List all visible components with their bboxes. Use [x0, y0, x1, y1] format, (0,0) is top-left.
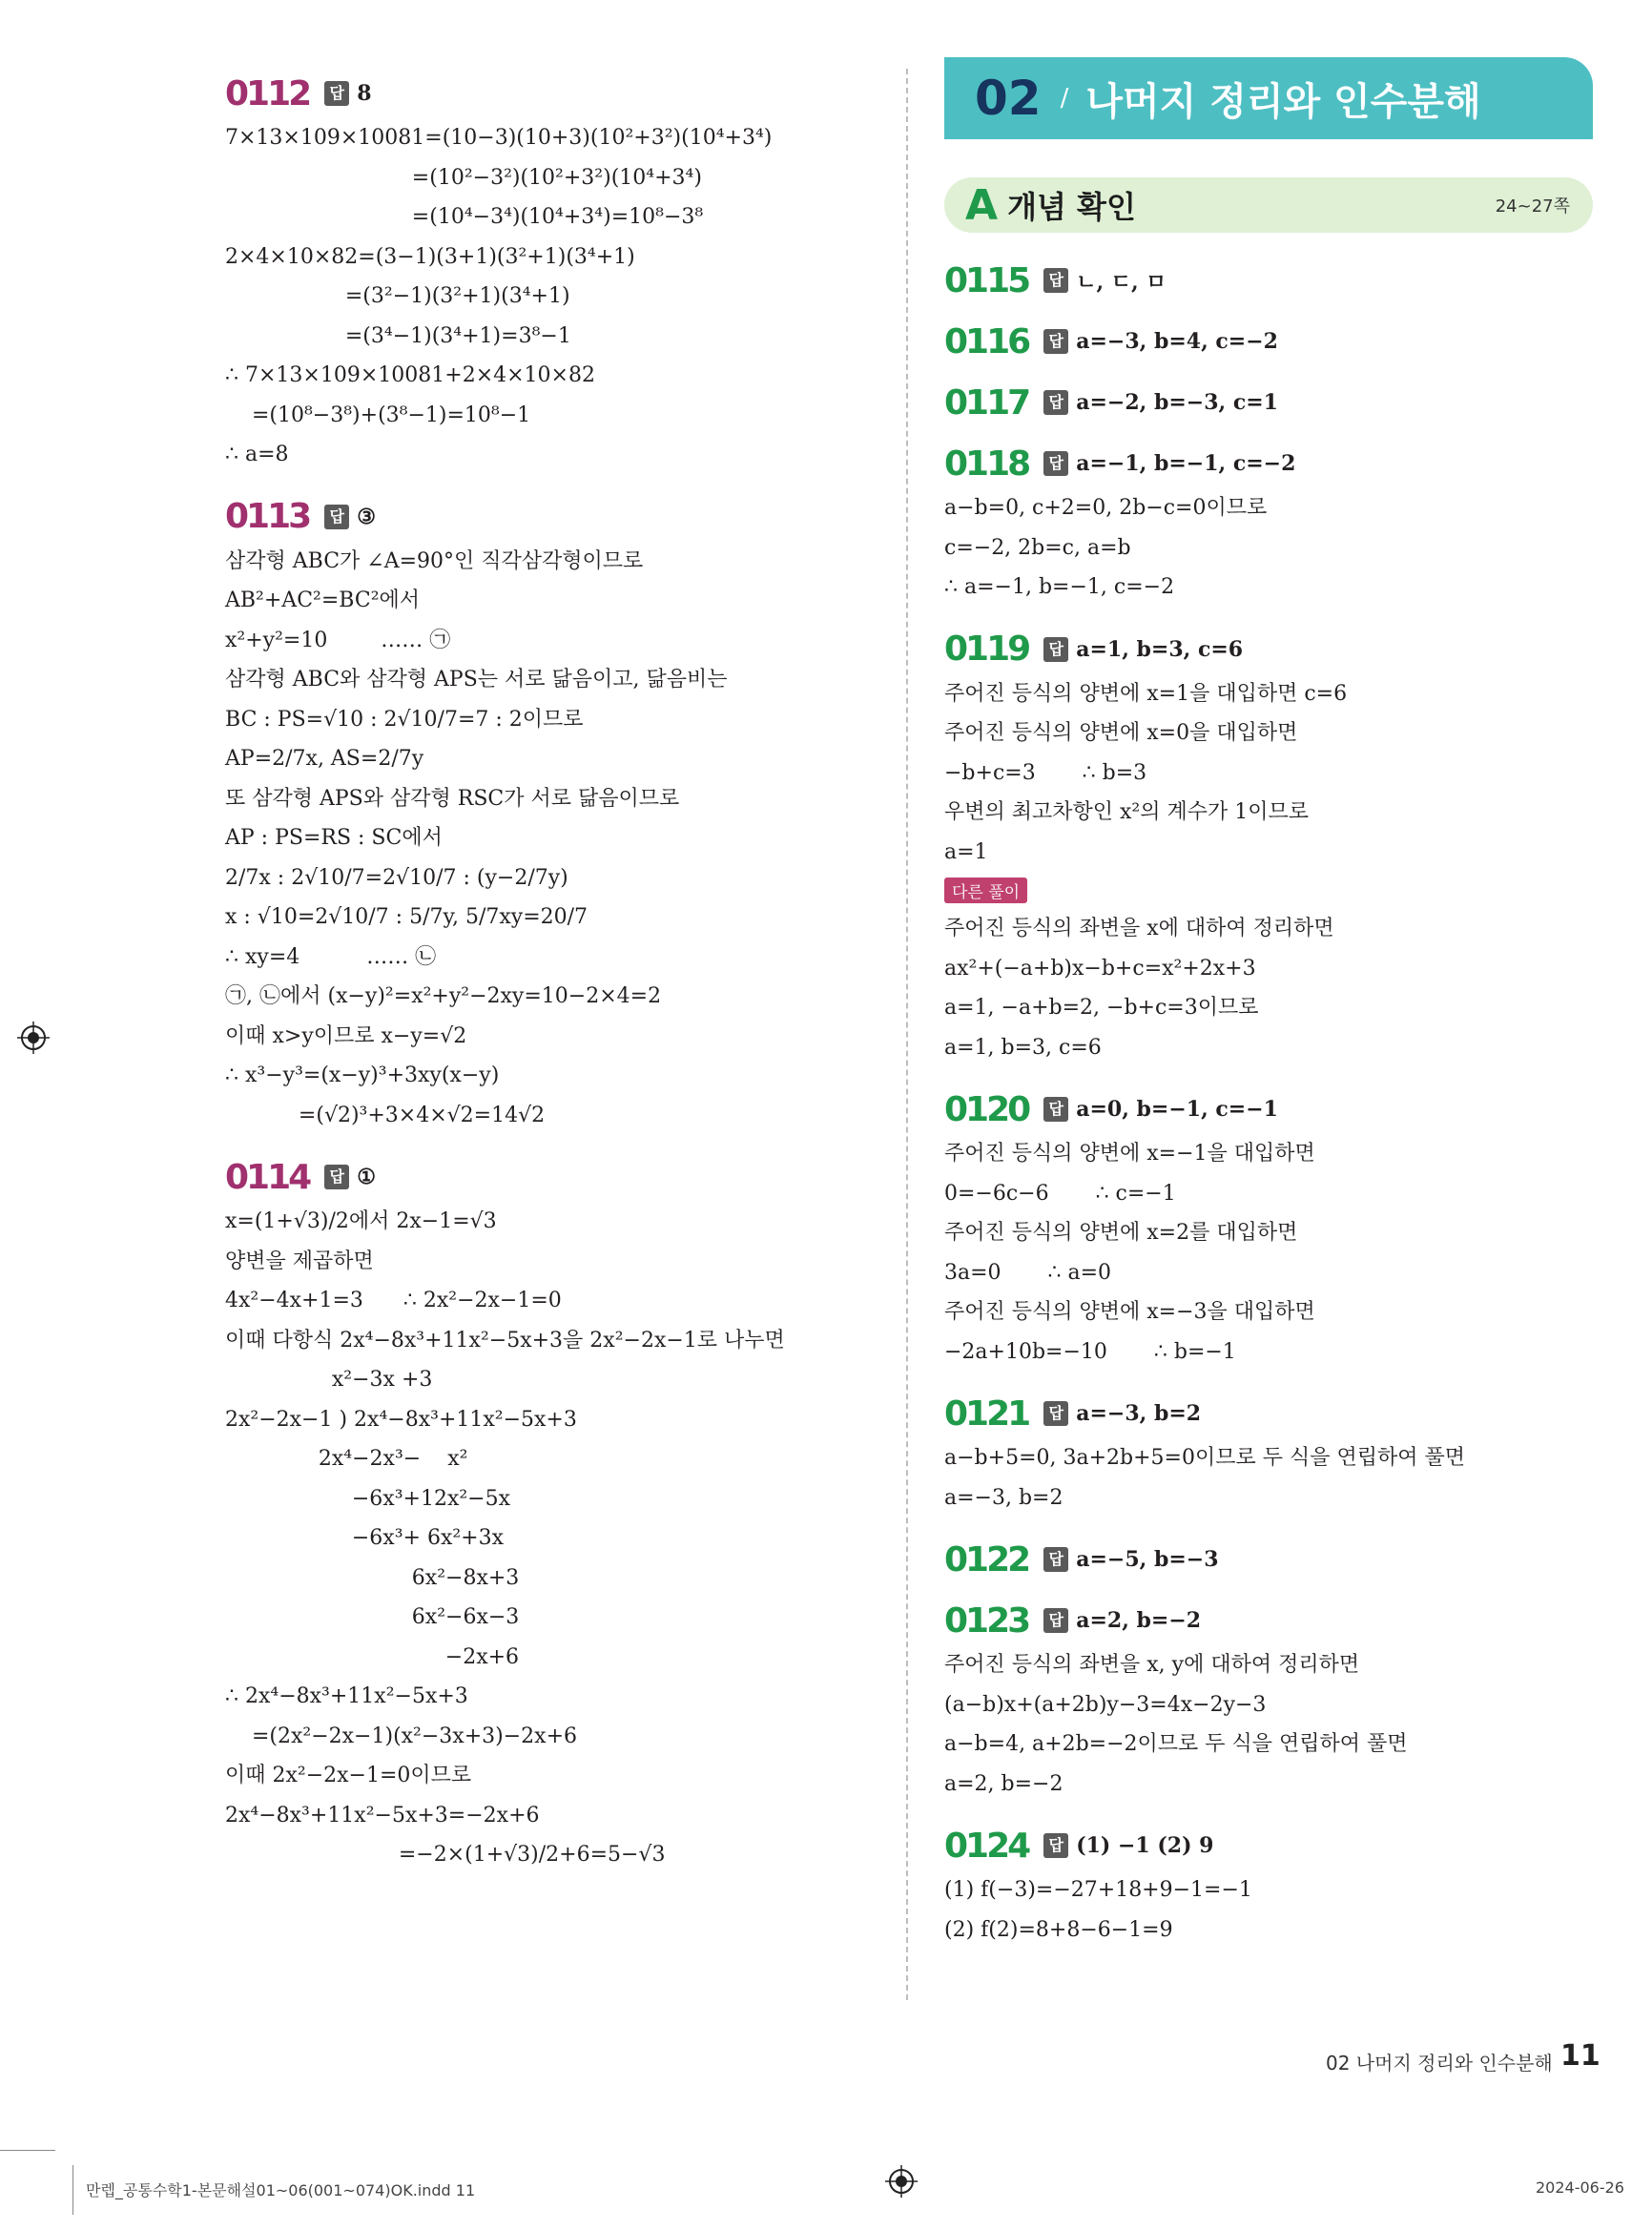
- answer: a=−1, b=−1, c=−2: [1076, 451, 1296, 476]
- alt-solution-line: a=1, b=3, c=6: [944, 1035, 1102, 1060]
- long-division-line: −2x+6: [225, 1644, 520, 1669]
- running-footer: 02 나머지 정리와 인수분해: [1326, 2052, 1553, 2075]
- answer-tag: 답: [324, 81, 349, 106]
- problem-number: 0123: [944, 1600, 1029, 1641]
- solution-line: AP=2/7x, AS=2/7y: [225, 747, 424, 771]
- solution-line: 7×13×109×10081=(10−3)(10+3)(10²+3²)(10⁴+3⁴): [225, 126, 773, 150]
- solution-line: ∴ x³−y³=(x−y)³+3xy(x−y): [225, 1063, 500, 1087]
- problem-0118: [944, 439, 1593, 608]
- solution-line: x=(1+√3)/2에서 2x−1=√3: [225, 1209, 497, 1233]
- solution-line: 우변의 최고차항인 x²의 계수가 1이므로: [944, 800, 1309, 824]
- answer-tag: 답: [1043, 1833, 1068, 1858]
- chapter-slash: /: [1060, 84, 1069, 113]
- solution-line: 주어진 등식의 양변에 x=1을 대입하면 c=6: [944, 681, 1348, 706]
- alt-solution-line: a=1, −a+b=2, −b+c=3이므로: [944, 996, 1259, 1020]
- solution-line: AB²+AC²=BC²에서: [225, 588, 421, 612]
- solution-line: 삼각형 ABC와 삼각형 APS는 서로 닮음이고, 닮음비는: [225, 668, 728, 692]
- answer-tag: 답: [1043, 390, 1068, 415]
- solution-line: 주어진 등식의 양변에 x=−1을 대입하면: [944, 1142, 1315, 1166]
- answer: (1) −1 (2) 9: [1076, 1833, 1214, 1858]
- solution-line: x : √10=2√10/7 : 5/7y, 5/7xy=20/7: [225, 905, 589, 929]
- solution-line: (1) f(−3)=−27+18+9−1=−1: [944, 1878, 1252, 1902]
- problem-0114: [225, 1152, 893, 1875]
- solution-line: 2x⁴−8x³+11x²−5x+3=−2x+6: [225, 1803, 540, 1827]
- alt-solution-line: 주어진 등식의 좌변을 x에 대하여 정리하면: [944, 917, 1334, 940]
- problem-0123: [944, 1596, 1593, 1804]
- answer: a=−3, b=4, c=−2: [1076, 329, 1278, 354]
- problem-number: 0121: [944, 1394, 1029, 1434]
- solution-line: =(3²−1)(3²+1)(3⁴+1): [225, 284, 570, 308]
- answer-tag: 답: [1043, 451, 1068, 476]
- right-column: [944, 57, 1593, 1967]
- problem-0116: [944, 317, 1593, 366]
- problem-number: 0122: [944, 1539, 1029, 1580]
- answer: ㄴ, ㄷ, ㅁ: [1076, 269, 1167, 295]
- solution-line: (a−b)x+(a+2b)y−3=4x−2y−3: [944, 1692, 1267, 1717]
- registration-mark-icon: [17, 1022, 50, 1054]
- section-title: 개념 확인: [1007, 189, 1136, 225]
- problem-0121: [944, 1389, 1593, 1518]
- solution-line: ㉠, ㉡에서 (x−y)²=x²+y²−2xy=10−2×4=2: [225, 984, 662, 1008]
- long-division-line: 6x²−6x−3: [225, 1605, 520, 1629]
- solution-line: a−b=4, a+2b=−2이므로 두 식을 연립하여 풀면: [944, 1732, 1408, 1756]
- problem-number: 0119: [944, 630, 1029, 669]
- problem-0119: [944, 625, 1593, 1068]
- solution-line: 또 삼각형 APS와 삼각형 RSC가 서로 닮음이므로: [225, 786, 680, 811]
- solution-line: =(3⁴−1)(3⁴+1)=3⁸−1: [225, 323, 571, 348]
- solution-line: ∴ a=8: [225, 443, 289, 466]
- solution-line: 삼각형 ABC가 ∠A=90°인 직각삼각형이므로: [225, 548, 644, 573]
- problem-number: 0120: [944, 1089, 1029, 1129]
- answer-tag: 답: [1043, 1547, 1068, 1572]
- problem-0113: [225, 492, 893, 1136]
- answer: a=−2, b=−3, c=1: [1076, 390, 1278, 415]
- slug-file: 만렙_공통수학1-본문해설01~06(001~074)OK.indd 11: [86, 2181, 476, 2199]
- problem-0120: [944, 1084, 1593, 1372]
- solution-line: a=2, b=−2: [944, 1771, 1063, 1796]
- solution-line: 2/7x : 2√10/7=2√10/7 : (y−2/7y): [225, 865, 568, 890]
- solution-line: =(2x²−2x−1)(x²−3x+3)−2x+6: [225, 1724, 577, 1748]
- long-division-line: 2x⁴−2x³− x²: [225, 1447, 468, 1471]
- problem-0124: [944, 1821, 1593, 1950]
- solution-line: =(√2)³+3×4×√2=14√2: [225, 1103, 546, 1127]
- answer: a=2, b=−2: [1076, 1608, 1202, 1633]
- answer-tag: 답: [324, 505, 349, 529]
- problem-number: 0116: [944, 321, 1029, 361]
- solution-line: 이때 다항식 2x⁴−8x³+11x²−5x+3을 2x²−2x−1로 나누면: [225, 1328, 785, 1352]
- alt-solution-badge: 다른 풀이: [944, 878, 1027, 903]
- solution-line: (2) f(2)=8+8−6−1=9: [944, 1917, 1173, 1942]
- long-division-line: 6x²−8x+3: [225, 1565, 520, 1590]
- solution-line: BC : PS=√10 : 2√10/7=7 : 2이므로: [225, 707, 584, 732]
- solution-line: 이때 x>y이므로 x−y=√2: [225, 1023, 467, 1048]
- alt-solution-line: ax²+(−a+b)x−b+c=x²+2x+3: [944, 956, 1256, 981]
- problem-number: 0112: [225, 73, 310, 114]
- answer-tag: 답: [1043, 329, 1068, 354]
- solution-line: −b+c=3 ∴ b=3: [944, 760, 1147, 785]
- chapter-banner: [944, 57, 1593, 139]
- solution-line: =(10⁸−3⁸)+(3⁸−1)=10⁸−1: [225, 403, 531, 427]
- section-letter: A: [965, 180, 999, 230]
- solution-line: =(10⁴−3⁴)(10⁴+3⁴)=10⁸−3⁸: [225, 205, 704, 229]
- answer: ①: [357, 1165, 376, 1189]
- solution-line: 2×4×10×82=(3−1)(3+1)(3²+1)(3⁴+1): [225, 244, 635, 269]
- section-banner: [944, 177, 1593, 233]
- slug-date: 2024-06-26: [1536, 2178, 1624, 2197]
- chapter-number: 02: [975, 71, 1042, 126]
- answer-tag: 답: [1043, 637, 1068, 662]
- column-divider: [906, 69, 908, 2000]
- solution-line: =−2×(1+√3)/2+6=5−√3: [225, 1843, 666, 1867]
- problem-0112: [225, 69, 893, 475]
- solution-line: x²+y²=10 …… ㉠: [225, 628, 451, 652]
- solution-line: 0=−6c−6 ∴ c=−1: [944, 1181, 1176, 1206]
- registration-mark-icon: [885, 2165, 918, 2198]
- solution-line: a=1: [944, 839, 988, 864]
- solution-line: 양변을 제곱하면: [225, 1249, 374, 1273]
- solution-line: a−b=0, c+2=0, 2b−c=0이므로: [944, 496, 1268, 520]
- solution-line: c=−2, 2b=c, a=b: [944, 535, 1131, 560]
- crop-mark: [0, 2150, 55, 2151]
- solution-line: 4x²−4x+1=3 ∴ 2x²−2x−1=0: [225, 1289, 562, 1312]
- answer: a=−3, b=2: [1076, 1401, 1202, 1426]
- problem-number: 0114: [225, 1157, 310, 1197]
- problem-number: 0113: [225, 497, 310, 536]
- answer: 8: [357, 81, 372, 106]
- solution-line: ∴ xy=4 …… ㉡: [225, 944, 437, 969]
- answer: a=1, b=3, c=6: [1076, 636, 1244, 662]
- problem-number: 0117: [944, 382, 1029, 423]
- solution-line: =(10²−3²)(10²+3²)(10⁴+3⁴): [225, 165, 702, 190]
- solution-line: 주어진 등식의 양변에 x=2를 대입하면: [944, 1221, 1298, 1245]
- answer-tag: 답: [1043, 1401, 1068, 1426]
- long-division-line: −6x³+ 6x²+3x: [225, 1526, 505, 1550]
- solution-line: ∴ 2x⁴−8x³+11x²−5x+3: [225, 1684, 468, 1708]
- answer-tag: 답: [1043, 1097, 1068, 1122]
- problem-0117: [944, 378, 1593, 427]
- solution-line: ∴ a=−1, b=−1, c=−2: [944, 575, 1175, 599]
- solution-line: −2a+10b=−10 ∴ b=−1: [944, 1339, 1236, 1364]
- long-division-line: x²−3x +3: [225, 1368, 433, 1392]
- left-column: [225, 57, 893, 1892]
- crop-mark: [72, 2165, 73, 2215]
- long-division-line: −6x³+12x²−5x: [225, 1486, 511, 1511]
- problem-0115: [944, 256, 1593, 305]
- page-number: 11: [1560, 2039, 1600, 2073]
- section-pages: 24~27쪽: [1495, 196, 1570, 217]
- answer-tag: 답: [324, 1165, 349, 1189]
- solution-line: 주어진 등식의 양변에 x=−3을 대입하면: [944, 1300, 1315, 1324]
- solution-line: a=−3, b=2: [944, 1485, 1063, 1510]
- answer: a=0, b=−1, c=−1: [1076, 1097, 1278, 1122]
- problem-number: 0118: [944, 444, 1029, 484]
- solution-line: 이때 2x²−2x−1=0이므로: [225, 1764, 472, 1787]
- solution-line: a−b+5=0, 3a+2b+5=0이므로 두 식을 연립하여 풀면: [944, 1446, 1465, 1470]
- answer-tag: 답: [1043, 268, 1068, 293]
- problem-number: 0115: [944, 260, 1029, 300]
- solution-line: 주어진 등식의 좌변을 x, y에 대하여 정리하면: [944, 1653, 1360, 1677]
- problem-number: 0124: [944, 1826, 1029, 1866]
- answer: ③: [357, 504, 376, 529]
- long-division-line: 2x²−2x−1 ) 2x⁴−8x³+11x²−5x+3: [225, 1407, 577, 1432]
- chapter-title: 나머지 정리와 인수분해: [1085, 79, 1481, 124]
- solution-line: ∴ 7×13×109×10081+2×4×10×82: [225, 363, 595, 387]
- solution-line: 3a=0 ∴ a=0: [944, 1260, 1112, 1285]
- solution-line: 주어진 등식의 양변에 x=0을 대입하면: [944, 721, 1298, 745]
- problem-0122: [944, 1535, 1593, 1584]
- answer: a=−5, b=−3: [1076, 1547, 1219, 1572]
- answer-tag: 답: [1043, 1608, 1068, 1633]
- solution-line: AP : PS=RS : SC에서: [225, 826, 443, 850]
